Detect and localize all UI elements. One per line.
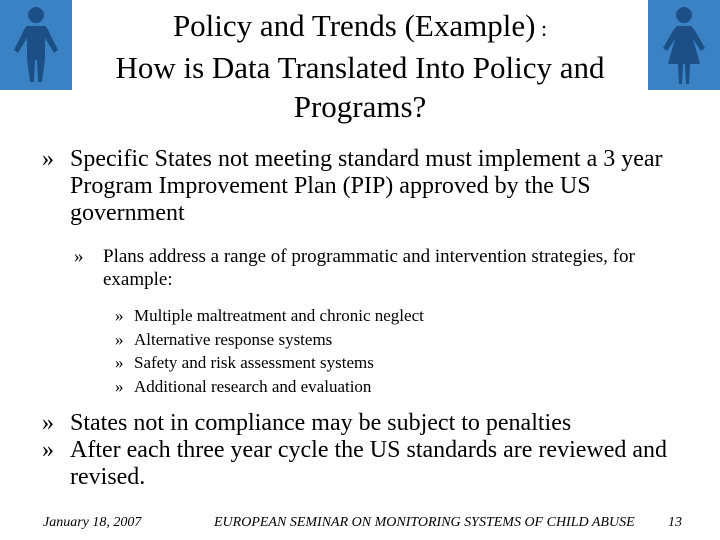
bullet-marker: » [115, 353, 124, 372]
bullet-text: States not in compliance may be subject to penalties [70, 410, 572, 436]
bullet-marker: » [42, 146, 54, 172]
bullet-penalties [42, 410, 682, 437]
bullet-pip-requirement [42, 146, 682, 227]
footer-page-number: 13 [668, 515, 682, 530]
title-line-3: Programs? [293, 89, 427, 124]
bullet-marker: » [115, 376, 124, 396]
title-colon: : [535, 16, 548, 41]
strategy-list [115, 304, 682, 398]
slide-body [42, 146, 682, 491]
list-item [115, 351, 682, 375]
bullet-marker: » [115, 306, 124, 325]
sub-bullet-text: Plans address a range of programmatic and intervention strategies, for example: [103, 246, 635, 290]
bullet-marker: » [42, 410, 54, 436]
list-item [115, 304, 682, 328]
list-item [115, 328, 682, 352]
title-text-1: Policy and Trends (Example) [172, 8, 536, 43]
boy-figure-icon [0, 0, 72, 90]
list-item-text: Multiple maltreatment and chronic neglect [134, 306, 424, 325]
girl-figure-icon [648, 0, 720, 90]
bullet-review-cycle [42, 437, 682, 491]
list-item-text: Additional research and evaluation [134, 376, 372, 396]
slide-title [72, 6, 648, 126]
list-item [115, 375, 682, 399]
list-item-text: Alternative response systems [134, 329, 333, 349]
title-line-1 [72, 6, 648, 48]
bullet-text: After each three year cycle the US standards are reviewed and revised. [70, 437, 668, 490]
title-line-2: How is Data Translated Into Policy and [115, 50, 605, 85]
sub-bullet-plans [74, 245, 682, 291]
footer-date: January 18, 2007 [43, 515, 142, 530]
footer-seminar-title: EUROPEAN SEMINAR ON MONITORING SYSTEMS OF CHILD ABUSE [214, 515, 635, 530]
bullet-marker: » [74, 246, 84, 267]
bullet-marker: » [115, 329, 124, 349]
bullet-marker: » [42, 437, 54, 463]
list-item-text: Safety and risk assessment systems [134, 353, 374, 372]
bullet-text: Specific States not meeting standard must implement a 3 year Program Improvement Plan (PIP) approved by the US government [70, 146, 663, 226]
